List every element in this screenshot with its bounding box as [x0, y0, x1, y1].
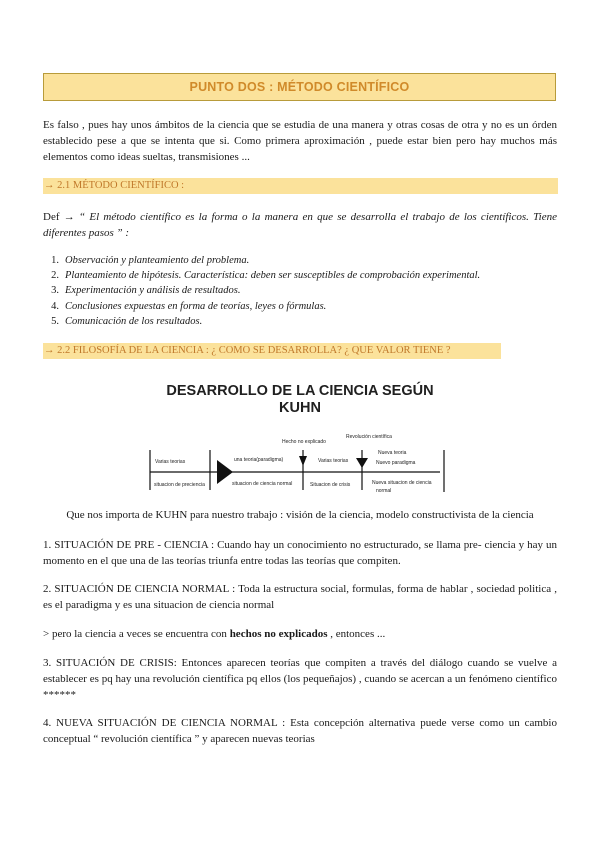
paragraph-ciencia-normal: 2. SITUACIÓN DE CIENCIA NORMAL : Toda la estructura social, formulas, forma de hablar , sociedad politica , es el paradigma y es una situacion de ciencia normal [43, 583, 557, 611]
list-item: 4. Conclusiones expuestas en forma de teorías, leyes o fórmulas. [51, 300, 327, 312]
paragraph-pre-ciencia: 1. SITUACIÓN DE PRE - CIENCIA : Cuando hay un conocimiento no estructurado, se llama pre- ciencia y hay un momento en el que una de las teorías triunfa entre todas las teorías que compiten. [43, 539, 557, 567]
kuhn-timeline-diagram [140, 428, 450, 500]
label-revolucion: Revolución científica [346, 434, 392, 440]
list-item: 5. Comunicación de los resultados. [51, 315, 203, 327]
intro-paragraph: Es falso , pues hay unos ámbitos de la ciencia que se estudia de una manera y otras cosas de otra y no es un órden establecido pese a que se intenta que si. Como primera aproximación , puede estar bien pero hay muchos más elementos como ideas sueltas, transmisiones ... [43, 119, 557, 163]
bold-hechos: hechos no explicados [229, 628, 328, 640]
list-item: 2. Planteamiento de hipótesis. Característica: deben ser susceptibles de comprobación experimental. [51, 270, 481, 282]
label-hecho-no-explicado: Hecho no explicado [282, 439, 326, 445]
page-title: PUNTO DOS : MÉTODO CIENTÍFICO [43, 73, 556, 101]
diagram-title-line1: DESARROLLO DE LA CIENCIA SEGÚN [166, 383, 434, 399]
section-heading-filosofia: → 2.2 FILOSOFÍA DE LA CIENCIA : ¿ COMO SE DESARROLLA? ¿ QUE VALOR TIENE ? [43, 343, 501, 359]
label-una-teoria: una teoria(paradigma) [234, 457, 284, 463]
section-heading-metodo: → 2.1 MÉTODO CIENTÍFICO : [43, 178, 558, 194]
label-crisis: Situacion de crisis [310, 482, 351, 488]
list-item: 1. Observación y planteamiento del problema. [51, 255, 250, 266]
arrow-down-icon [299, 456, 307, 466]
label-preciencia: situacion de preciencia [154, 482, 205, 488]
label-ciencia-normal: situacion de ciencia normal [232, 481, 293, 487]
label-nueva-situacion-2: normal [376, 488, 392, 494]
label-varias-teorias: Varias teorias [155, 459, 186, 465]
diagram-title-line2: KUHN [279, 400, 321, 416]
kuhn-note: Que nos importa de KUHN para nuestro trabajo : visión de la ciencia, modelo constructivista de la ciencia [66, 509, 534, 521]
paragraph-hechos-no-explicados: > pero la ciencia a veces se encuentra con hechos no explicados , entonces ... [43, 628, 386, 640]
method-steps-list [43, 253, 480, 329]
list-item: 3. Experimentación y análisis de resultados. [51, 285, 241, 297]
arrow-down-icon [356, 458, 368, 468]
label-nuevo-paradigma: Nuevo paradigma [376, 460, 416, 466]
label-nueva-teoria: Nueva teoria [378, 450, 407, 456]
label-nueva-situacion: Nueva situacion de ciencia [372, 480, 432, 486]
paragraph-crisis: 3. SITUACIÓN DE CRISIS: Entonces aparecen teorías que compiten a través del diálogo cuando se vuelve a establecer es pq hay una revolución científica pq ellos (los pequeñajos) , cuando se acercan a un fenómeno científico ****** [43, 657, 557, 701]
definition-prefix: Def → [43, 211, 75, 223]
arrow-marker-icon [217, 460, 233, 484]
definition-paragraph [43, 209, 557, 241]
paragraph-nueva-ciencia-normal: 4. NUEVA SITUACIÓN DE CIENCIA NORMAL : Esta concepción alternativa puede verse como un cambio conceptual “ revolución científica ” y aparecen nuevas teorias [43, 717, 557, 745]
definition-text: “ El método científico es la forma o la manera en que se desarrolla el trabajo de los científicos. Tiene diferentes pasos ” : [43, 211, 557, 239]
label-varias-teorias-2: Varias teorias [318, 458, 349, 464]
